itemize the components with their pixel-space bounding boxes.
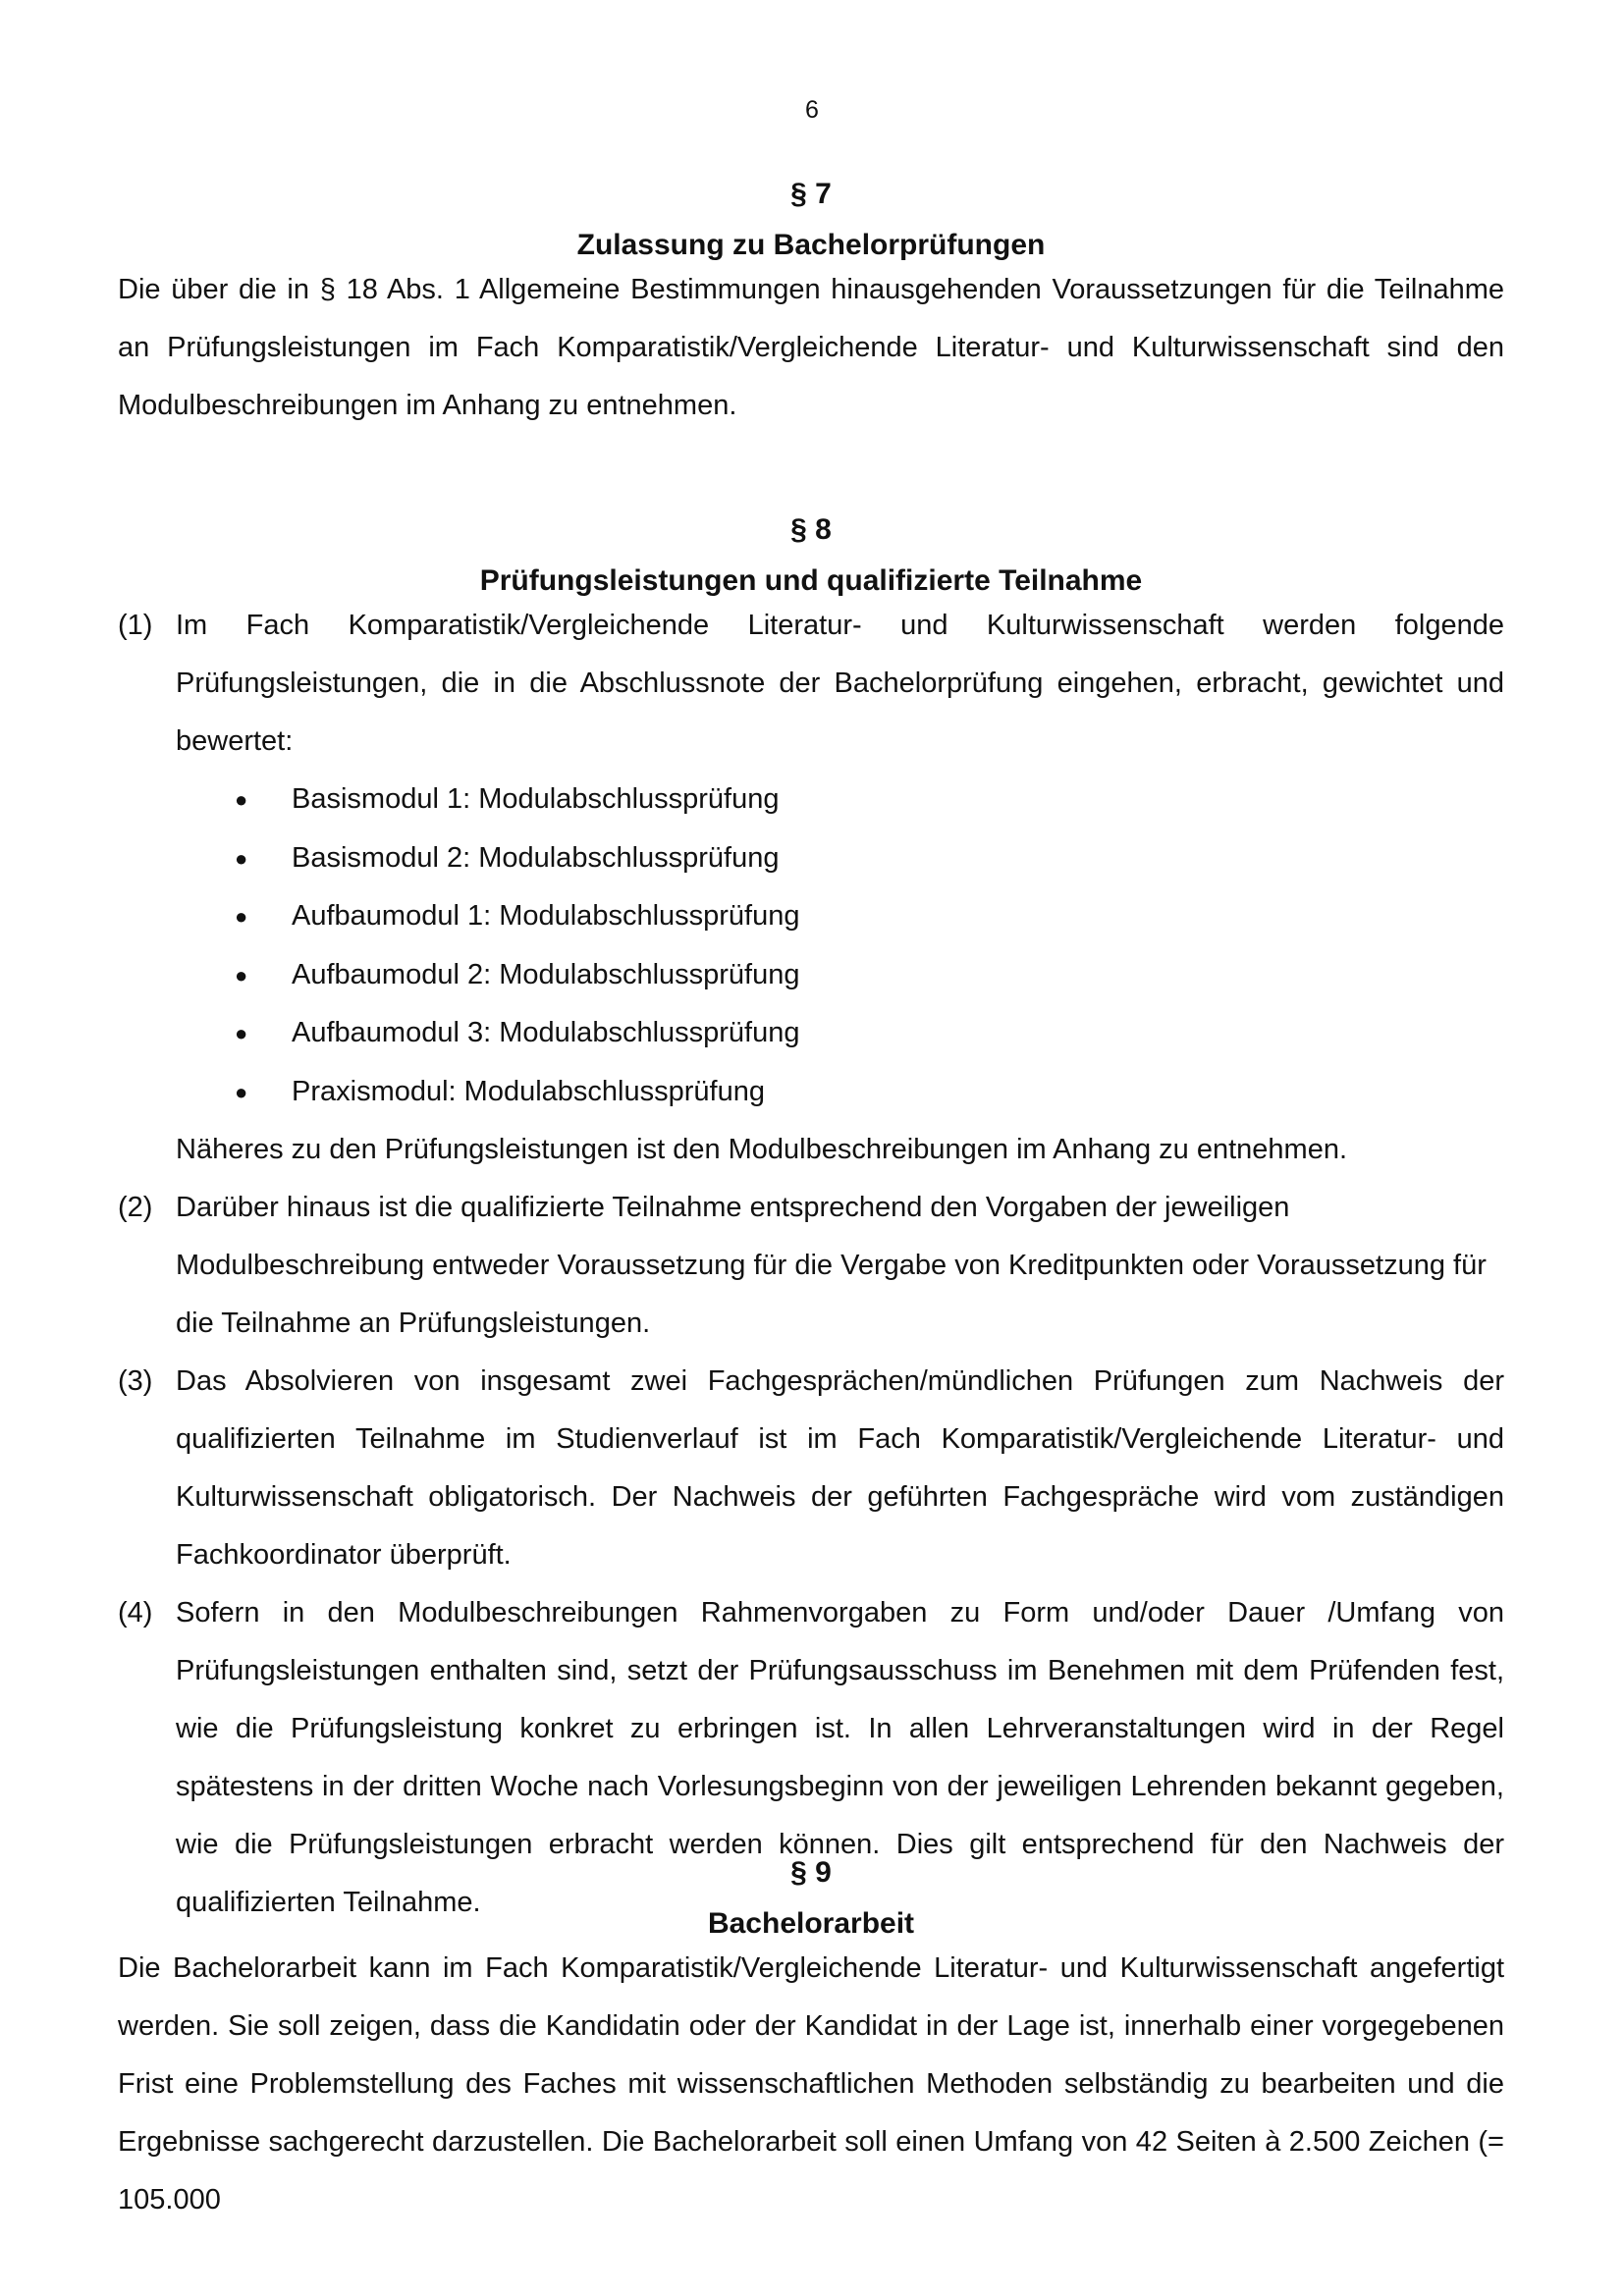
- section-number: § 8: [790, 513, 832, 546]
- paragraph-2: [118, 1179, 1504, 1353]
- paragraph-note: Näheres zu den Prüfungsleistungen ist den Modulbeschreibungen im Anhang zu entnehmen.: [176, 1134, 1348, 1165]
- paragraph-text: Das Absolvieren von insgesamt zwei Fachgesprächen/mündlichen Prüfungen zum Nachweis der qualifizierten Teilnahme im Studienverlauf ist im Fach Komparatistik/Vergleichende Literatur- und Kulturwissenschaft obligatorisch. Der Nachweis der geführten Fachgespräche wird vom zuständigen Fachkoordinator überprüft.: [176, 1365, 1504, 1571]
- list-item: ● Basismodul 1: Modulabschlussprüfung: [235, 771, 1504, 829]
- section-number: § 7: [790, 178, 832, 210]
- section-title: Prüfungsleistungen und qualifizierte Teilnahme: [479, 564, 1143, 597]
- paragraph-number: (3): [118, 1365, 153, 1397]
- section-9: [118, 1853, 1504, 2229]
- section-number: § 9: [790, 1856, 832, 1889]
- bullet-icon: ●: [235, 904, 248, 929]
- paragraph-number: (1): [118, 610, 153, 641]
- bullet-icon: ●: [235, 962, 248, 988]
- section-title: Zulassung zu Bachelorprüfungen: [576, 229, 1046, 261]
- list-item: ● Aufbaumodul 2: Modulabschlussprüfung: [235, 946, 1504, 1005]
- list-item: ● Aufbaumodul 3: Modulabschlussprüfung: [235, 1004, 1504, 1063]
- paragraph-1: [118, 597, 1504, 1179]
- section-7: [118, 175, 1504, 435]
- list-item: ● Aufbaumodul 1: Modulabschlussprüfung: [235, 887, 1504, 946]
- paragraph-number: (2): [118, 1192, 153, 1223]
- module-list: [176, 771, 1504, 1121]
- paragraph-text: Darüber hinaus ist die qualifizierte Teilnahme entsprechend den Vorgaben der jeweiligen Modulbeschreibung entweder Voraussetzung für die Vergabe von Kreditpunkten oder Voraussetzung für die Teilnahme an Prüfungsleistungen.: [176, 1192, 1487, 1339]
- bullet-icon: ●: [235, 1079, 248, 1104]
- list-item: ● Basismodul 2: Modulabschlussprüfung: [235, 829, 1504, 888]
- page-number: 6: [805, 96, 819, 124]
- bullet-icon: ●: [235, 1021, 248, 1045]
- paragraph-text: Im Fach Komparatistik/Vergleichende Literatur- und Kulturwissenschaft werden folgende Prüfungsleistungen, die in die Abschlussnote der Bachelorprüfung eingehen, erbracht, gewichtet und bewertet:: [176, 610, 1504, 757]
- section-text: Die Bachelorarbeit kann im Fach Komparatistik/Vergleichende Literatur- und Kulturwissenschaft angefertigt werden. Sie soll zeigen, dass die Kandidatin oder der Kandidat in der Lage ist, innerhalb einer vorgegebenen Frist eine Problemstellung des Faches mit wissenschaftlichen Methoden selbständig zu bearbeiten und die Ergebnisse sachgerecht darzustellen. Die Bachelorarbeit soll einen Umfang von 42 Seiten à 2.500 Zeichen (= 105.000: [118, 1952, 1504, 2216]
- list-item: ● Praxismodul: Modulabschlussprüfung: [235, 1063, 1504, 1122]
- section-title: Bachelorarbeit: [707, 1907, 915, 1940]
- bullet-icon: ●: [235, 845, 248, 871]
- section-text: Die über die in § 18 Abs. 1 Allgemeine Bestimmungen hinausgehenden Voraussetzungen für die Teilnahme an Prüfungsleistungen im Fach Komparatistik/Vergleichende Literatur- und Kulturwissenschaft sind den Modulbeschreibungen im Anhang zu entnehmen.: [118, 274, 1504, 421]
- paragraph-3: [118, 1353, 1504, 1584]
- paragraph-number: (4): [118, 1597, 153, 1629]
- bullet-icon: ●: [235, 787, 248, 812]
- section-8: [118, 510, 1504, 1932]
- paragraph-text: Sofern in den Modulbeschreibungen Rahmenvorgaben zu Form und/oder Dauer /Umfang von Prüfungsleistungen enthalten sind, setzt der Prüfungsausschuss im Benehmen mit dem Prüfenden fest, wie die Prüfungsleistung konkret zu erbringen ist. In allen Lehrveranstaltungen wird in der Regel spätestens in der dritten Woche nach Vorlesungsbeginn von der jeweiligen Lehrenden bekannt gegeben, wie die Prüfungsleistungen erbracht werden können. Dies gilt entsprechend für den Nachweis der qualifizierten Teilnahme.: [176, 1597, 1504, 1918]
